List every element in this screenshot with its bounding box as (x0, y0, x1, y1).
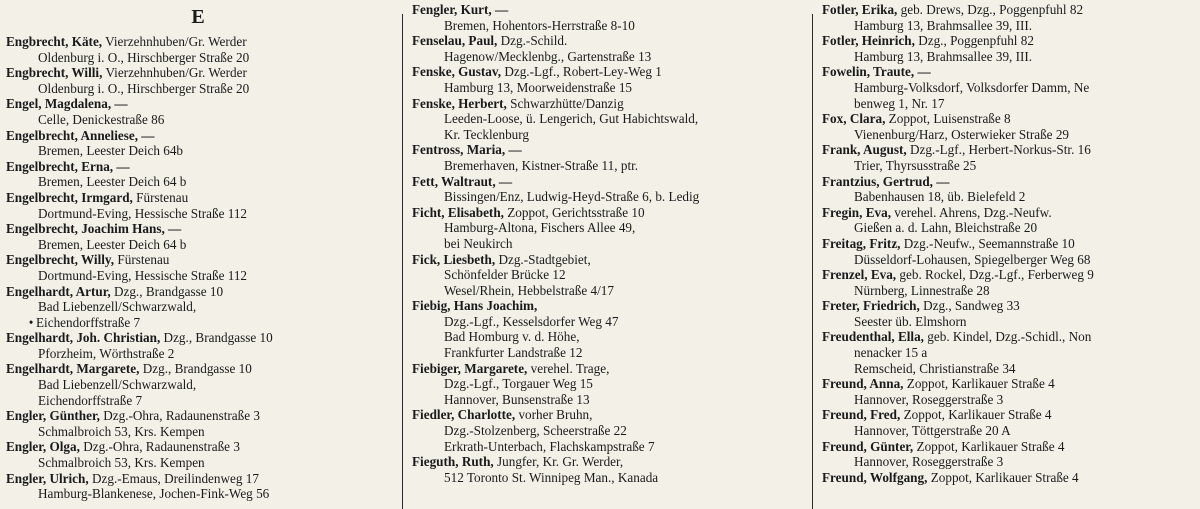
entry-first-line (412, 96, 800, 112)
person-name: Freter, Friedrich, (822, 298, 920, 314)
person-name: Engler, Olga, (6, 439, 80, 455)
entry-list (822, 2, 1200, 485)
directory-entry (822, 329, 1200, 376)
address-text: Nürnberg, Linnestraße 28 (854, 282, 990, 298)
entry-address-line (412, 80, 800, 96)
person-name: Ficht, Elisabeth, (412, 204, 504, 220)
address-text: Erkrath-Unterbach, Flachskampstraße 7 (444, 438, 655, 454)
person-name: Fox, Clara, (822, 111, 886, 127)
directory-entry (6, 96, 390, 127)
directory-entry (412, 407, 800, 454)
person-name: Fotler, Erika, (822, 2, 898, 17)
address-text: Dzg.-Lgf., Torgauer Weg 15 (444, 376, 593, 392)
address-text: Remscheid, Christianstraße 34 (854, 360, 1016, 376)
column-divider (402, 14, 403, 509)
address-text: Eichendorffstraße 7 (36, 314, 141, 330)
entry-address-line (412, 236, 800, 252)
directory-entry (6, 471, 390, 502)
entry-first-line (412, 298, 800, 314)
entry-detail: Dzg.-Ohra, Radaunenstraße 3 (103, 408, 260, 424)
entry-address-line (412, 111, 800, 127)
address-text: Frankfurter Landstraße 12 (444, 345, 583, 361)
address-text: Bad Liebenzell/Schwarzwald, (38, 377, 197, 393)
entry-detail: geb. Kindel, Dzg.-Schidl., Non (927, 329, 1092, 345)
directory-entry (412, 33, 800, 64)
address-text: Trier, Thyrsusstraße 25 (854, 157, 977, 173)
entry-address-line (822, 96, 1200, 112)
address-text: benweg 1, Nr. 17 (854, 95, 945, 111)
entry-address-line (822, 454, 1200, 470)
entry-address-line (6, 455, 390, 471)
person-name: Freund, Günter, (822, 438, 914, 454)
address-text: Dzg.-Lgf., Kesselsdorfer Weg 47 (444, 313, 619, 329)
directory-entry (6, 361, 390, 408)
address-text: Dzg.-Stolzenberg, Scheerstraße 22 (444, 423, 627, 439)
entry-address-line (6, 377, 390, 393)
person-name: Fieguth, Ruth, (412, 454, 494, 470)
entry-detail: Dzg.-Emaus, Dreilindenweg 17 (91, 470, 259, 486)
person-name: Fenske, Herbert, (412, 95, 507, 111)
directory-entry (412, 454, 800, 485)
person-name: Freitag, Fritz, (822, 235, 901, 251)
person-name: Engelhardt, Joh. Christian, (6, 330, 161, 346)
directory-entry (6, 439, 390, 470)
directory-entry (822, 267, 1200, 298)
directory-entry (822, 111, 1200, 142)
directory-entry (6, 252, 390, 283)
entry-first-line (822, 267, 1200, 283)
entry-detail: Dzg.-Lgf., Robert-Ley-Weg 1 (504, 64, 662, 80)
entry-address-line (6, 268, 390, 284)
entry-detail: Schwarzhütte/Danzig (510, 95, 624, 111)
entry-first-line (6, 128, 390, 144)
entry-first-line (822, 236, 1200, 252)
entry-detail: Dzg., Brandgasse 10 (113, 283, 224, 299)
person-name: Engelbrecht, Willy, (6, 252, 115, 268)
address-text: Düsseldorf-Lohausen, Spiegelberger Weg 68 (854, 251, 1091, 267)
directory-entry (822, 33, 1200, 64)
address-text: Bad Homburg v. d. Höhe, (444, 329, 580, 345)
address-text: Hamburg-Blankenese, Jochen-Fink-Weg 56 (38, 486, 270, 502)
directory-entry (6, 284, 390, 331)
entry-address-line (412, 18, 800, 34)
directory-entry (6, 408, 390, 439)
directory-entry (412, 2, 800, 33)
entry-first-line (6, 190, 390, 206)
address-text: Bremen, Leester Deich 64 b (38, 174, 187, 190)
address-text: Eichendorffstraße 7 (38, 392, 143, 408)
entry-first-line (822, 470, 1200, 486)
person-name: Fiebig, Hans Joachim, (412, 298, 538, 314)
entry-detail: Vierzehnhuben/Gr. Werder (105, 65, 247, 81)
entry-address-line (6, 486, 390, 502)
entry-address-line (822, 392, 1200, 408)
entry-first-line (6, 361, 390, 377)
entry-first-line (6, 34, 390, 50)
entry-address-line (412, 283, 800, 299)
entry-list (412, 2, 800, 485)
person-name: Freund, Fred, (822, 407, 901, 423)
address-text: Bremen, Leester Deich 64 b (38, 236, 187, 252)
person-name: Freund, Wolfgang, (822, 469, 928, 485)
directory-entry (412, 205, 800, 252)
directory-entry (822, 236, 1200, 267)
entry-first-line (6, 159, 390, 175)
directory-entry (412, 252, 800, 299)
entry-address-line (822, 80, 1200, 96)
entry-detail: Fürstenau (136, 189, 189, 205)
entry-first-line (412, 454, 800, 470)
person-name: Engel, Magdalena, — (6, 96, 128, 112)
directory-entry (412, 174, 800, 205)
entry-address-line (412, 127, 800, 143)
address-text: Bad Liebenzell/Schwarzwald, (38, 299, 197, 315)
entry-address-line (412, 314, 800, 330)
person-name: Frantzius, Gertrud, — (822, 173, 950, 189)
entry-address-line (822, 345, 1200, 361)
entry-detail: verehel. Ahrens, Dzg.-Neufw. (894, 204, 1052, 220)
entry-address-line (412, 345, 800, 361)
entry-detail: Dzg., Poggenpfuhl 82 (918, 33, 1034, 49)
entry-address-line (6, 81, 390, 97)
entry-address-line (412, 470, 800, 486)
entry-first-line (6, 96, 390, 112)
person-name: Fenselau, Paul, (412, 33, 498, 49)
address-text: Oldenburg i. O., Hirschberger Straße 20 (38, 80, 250, 96)
entry-address-line (822, 18, 1200, 34)
person-name: Fotler, Heinrich, (822, 33, 915, 49)
entry-address-line (412, 439, 800, 455)
entry-address-line (6, 315, 390, 331)
person-name: Engler, Günther, (6, 408, 100, 424)
directory-entry (412, 96, 800, 143)
person-name: Frenzel, Eva, (822, 267, 897, 283)
address-text: 512 Toronto St. Winnipeg Man., Kanada (444, 469, 659, 485)
address-text: Seester üb. Elmshorn (854, 313, 967, 329)
entry-address-line (6, 112, 390, 128)
entry-address-line (6, 206, 390, 222)
entry-detail: Dzg., Brandgasse 10 (163, 330, 273, 346)
entry-first-line (6, 65, 390, 81)
address-text: Wesel/Rhein, Hebbelstraße 4/17 (444, 282, 614, 298)
column-2 (412, 0, 800, 485)
address-text: Bremen, Leester Deich 64b (38, 143, 184, 159)
section-letter-heading: E (191, 6, 205, 28)
entry-detail: vorher Bruhn, (518, 407, 593, 423)
directory-entry (822, 2, 1200, 33)
entry-address-line (6, 424, 390, 440)
directory-entry (412, 361, 800, 408)
entry-first-line (822, 439, 1200, 455)
entry-address-line (6, 346, 390, 362)
entry-first-line (6, 252, 390, 268)
address-text: Hannover, Töttgerstraße 20 A (854, 423, 1011, 439)
directory-entry (822, 142, 1200, 173)
entry-address-line (412, 392, 800, 408)
address-text: Hamburg-Altona, Fischers Allee 49, (444, 220, 636, 236)
entry-first-line (822, 111, 1200, 127)
address-text: Hagenow/Mecklenbg., Gartenstraße 13 (444, 48, 652, 64)
entry-first-line (412, 142, 800, 158)
entry-detail: Zoppot, Gerichtsstraße 10 (507, 204, 645, 220)
entry-detail: Dzg.-Lgf., Herbert-Norkus-Str. 16 (909, 142, 1091, 158)
directory-entry (6, 34, 390, 65)
entry-first-line (6, 221, 390, 237)
directory-entry (6, 128, 390, 159)
entry-detail: geb. Rockel, Dzg.-Lgf., Ferberweg 9 (899, 267, 1094, 283)
address-text: Schmalbroich 53, Krs. Kempen (38, 455, 205, 471)
entry-detail: Vierzehnhuben/Gr. Werder (105, 34, 247, 49)
person-name: Fregin, Eva, (822, 204, 891, 220)
entry-detail: geb. Drews, Dzg., Poggenpfuhl 82 (900, 2, 1084, 17)
person-name: Freudenthal, Ella, (822, 329, 924, 345)
person-name: Engler, Ulrich, (6, 470, 89, 486)
address-text: Dortmund-Eving, Hessische Straße 112 (38, 267, 248, 283)
person-name: Fick, Liesbeth, (412, 251, 496, 267)
directory-entry (822, 298, 1200, 329)
address-text: Dortmund-Eving, Hessische Straße 112 (38, 205, 248, 221)
person-name: Fentross, Maria, — (412, 142, 522, 158)
entry-address-line (822, 220, 1200, 236)
entry-address-line (6, 174, 390, 190)
address-text: Bissingen/Enz, Ludwig-Heyd-Straße 6, b. Ledig (444, 189, 700, 205)
entry-address-line (412, 158, 800, 174)
directory-entry (412, 64, 800, 95)
entry-address-line (822, 127, 1200, 143)
entry-detail: verehel. Trage, (530, 360, 610, 376)
entry-first-line (6, 330, 390, 346)
entry-address-line (412, 329, 800, 345)
entry-address-line (822, 283, 1200, 299)
person-name: Engelhardt, Artur, (6, 283, 111, 299)
address-text: Kr. Tecklenburg (444, 126, 530, 142)
entry-first-line (6, 439, 390, 455)
column-1 (6, 0, 390, 502)
entry-detail: Zoppot, Karlikauer Straße 4 (903, 407, 1052, 423)
entry-first-line (822, 33, 1200, 49)
entry-detail: Zoppot, Luisenstraße 8 (888, 111, 1011, 127)
entry-detail: Jungfer, Kr. Gr. Werder, (497, 454, 624, 470)
entry-address-line (822, 361, 1200, 377)
entry-detail: Dzg.-Stadtgebiet, (498, 251, 591, 267)
entry-first-line (822, 64, 1200, 80)
directory-entry (822, 439, 1200, 470)
person-name: Engbrecht, Käte, (6, 34, 103, 49)
person-name: Fengler, Kurt, — (412, 2, 509, 17)
entry-address-line (412, 49, 800, 65)
directory-entry (412, 142, 800, 173)
directory-entry (822, 376, 1200, 407)
address-text: Bremerhaven, Kistner-Straße 11, ptr. (444, 157, 639, 173)
address-text: Babenhausen 18, üb. Bielefeld 2 (854, 189, 1026, 205)
directory-entry (6, 190, 390, 221)
directory-entry (822, 174, 1200, 205)
entry-address-line (412, 423, 800, 439)
entry-address-line (6, 237, 390, 253)
person-name: Engelhardt, Margarete, (6, 361, 140, 377)
person-name: Engelbrecht, Erna, — (6, 158, 130, 174)
entry-first-line (6, 471, 390, 487)
address-text: Celle, Denickestraße 86 (38, 111, 165, 127)
entry-address-line (412, 267, 800, 283)
entry-first-line (822, 142, 1200, 158)
entry-address-line (822, 423, 1200, 439)
bullet-mark: • (28, 314, 34, 330)
entry-first-line (6, 284, 390, 300)
person-name: Engbrecht, Willi, (6, 65, 103, 81)
entry-detail: Zoppot, Karlikauer Straße 4 (906, 376, 1055, 392)
entry-address-line (412, 220, 800, 236)
entry-first-line (412, 252, 800, 268)
column-3 (822, 0, 1200, 485)
directory-entry (822, 64, 1200, 111)
person-name: Engelbrecht, Anneliese, — (6, 127, 155, 143)
address-text: nenacker 15 a (854, 345, 928, 361)
person-name: Frank, August, (822, 142, 907, 158)
address-text: Hamburg 13, Moorweidenstraße 15 (444, 79, 633, 95)
address-text: Schmalbroich 53, Krs. Kempen (38, 423, 205, 439)
address-text: Pforzheim, Wörthstraße 2 (38, 345, 175, 361)
person-name: Engelbrecht, Joachim Hans, — (6, 221, 182, 237)
person-name: Fiebiger, Margarete, (412, 360, 528, 376)
entry-address-line (6, 299, 390, 315)
entry-first-line (412, 33, 800, 49)
address-text: Hannover, Roseggerstraße 3 (854, 454, 1004, 470)
person-name: Engelbrecht, Irmgard, (6, 189, 133, 205)
entry-detail: Zoppot, Karlikauer Straße 4 (916, 438, 1065, 454)
address-text: Hamburg-Volksdorf, Volksdorfer Damm, Ne (854, 79, 1090, 95)
entry-address-line (6, 143, 390, 159)
entry-detail: Dzg., Brandgasse 10 (142, 361, 252, 377)
address-text: Oldenburg i. O., Hirschberger Straße 20 (38, 49, 250, 65)
entry-first-line (822, 407, 1200, 423)
person-name: Freund, Anna, (822, 376, 904, 392)
entry-address-line (822, 158, 1200, 174)
entry-address-line (6, 393, 390, 409)
address-text: Schönfelder Brücke 12 (444, 267, 566, 283)
entry-first-line (6, 408, 390, 424)
directory-entry (822, 407, 1200, 438)
directory-entry (412, 298, 800, 360)
entry-address-line (412, 376, 800, 392)
entry-first-line (412, 407, 800, 423)
person-name: Fowelin, Traute, — (822, 64, 931, 80)
column-divider (812, 14, 813, 509)
address-text: Hannover, Bunsenstraße 13 (444, 391, 590, 407)
entry-first-line (412, 361, 800, 377)
entry-address-line (412, 189, 800, 205)
address-text: Vienenburg/Harz, Osterwieker Straße 29 (854, 126, 1070, 142)
entry-detail: Dzg.-Neufw., Seemannstraße 10 (903, 235, 1075, 251)
entry-first-line (412, 174, 800, 190)
directory-entry (6, 159, 390, 190)
entry-address-line (6, 50, 390, 66)
entry-first-line (822, 298, 1200, 314)
entry-detail: Zoppot, Karlikauer Straße 4 (930, 469, 1079, 485)
directory-entry (822, 470, 1200, 486)
directory-entry (6, 221, 390, 252)
person-name: Fett, Waltraut, — (412, 173, 513, 189)
entry-address-line (822, 189, 1200, 205)
entry-detail: Dzg.-Ohra, Radaunenstraße 3 (83, 439, 240, 455)
entry-first-line (822, 2, 1200, 18)
entry-first-line (822, 329, 1200, 345)
address-text: Hamburg 13, Brahmsallee 39, III. (854, 48, 1033, 64)
entry-address-line (822, 314, 1200, 330)
entry-detail: Fürstenau (117, 252, 170, 268)
directory-entry (6, 65, 390, 96)
person-name: Fenske, Gustav, (412, 64, 502, 80)
entry-first-line (412, 2, 800, 18)
address-text: Bremen, Hohentors-Herrstraße 8-10 (444, 17, 635, 33)
entry-list (6, 34, 390, 502)
person-name: Fiedler, Charlotte, (412, 407, 516, 423)
directory-entry (822, 205, 1200, 236)
address-text: Hannover, Roseggerstraße 3 (854, 391, 1004, 407)
entry-first-line (822, 205, 1200, 221)
address-text: Gießen a. d. Lahn, Bleichstraße 20 (854, 220, 1038, 236)
entry-address-line (822, 49, 1200, 65)
entry-detail: Dzg., Sandweg 33 (923, 298, 1020, 314)
entry-first-line (822, 174, 1200, 190)
entry-address-line (822, 252, 1200, 268)
address-text: Hamburg 13, Brahmsallee 39, III. (854, 17, 1033, 33)
entry-first-line (412, 64, 800, 80)
entry-first-line (412, 205, 800, 221)
entry-detail: Dzg.-Schild. (500, 33, 568, 49)
address-text: bei Neukirch (444, 235, 513, 251)
directory-entry (6, 330, 390, 361)
address-text: Leeden-Loose, ü. Lengerich, Gut Habichtswald, (444, 111, 699, 127)
entry-first-line (822, 376, 1200, 392)
